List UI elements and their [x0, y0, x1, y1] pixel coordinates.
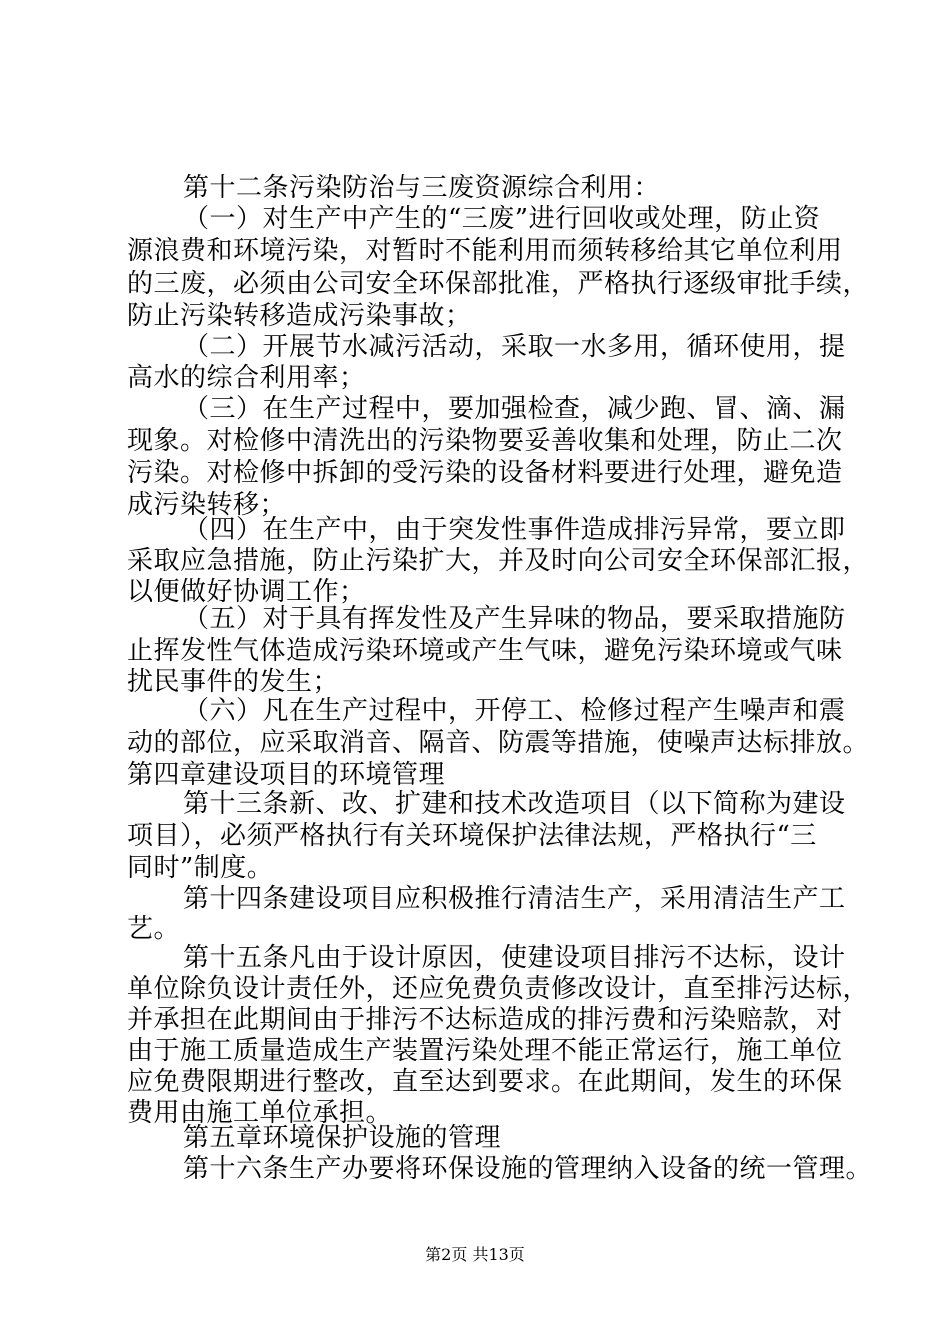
text-line: （四）在生产中，由于突发性事件造成排污异常，要立即	[183, 515, 846, 545]
text-line: 高水的综合利用率；	[127, 363, 366, 393]
section-heading: 第五章环境保护设施的管理	[183, 1123, 502, 1153]
text-line: 项目），必须严格执行有关环境保护法律法规，严格执行“三	[127, 821, 817, 851]
text-line: （五）对于具有挥发性及产生异味的物品，要采取措施防	[183, 604, 846, 634]
text-line: 现象。对检修中清洗出的污染物要妥善收集和处理，防止二次	[127, 426, 843, 456]
text-line: （一）对生产中产生的“三废”进行回收或处理，防止资	[183, 204, 821, 234]
text-line: （二）开展节水减污活动，采取一水多用，循环使用，提	[183, 332, 846, 362]
text-line: （六）凡在生产过程中，开停工、检修过程产生噪声和震	[183, 696, 846, 726]
text-line: （三）在生产过程中，要加强检查，减少跑、冒、滴、漏	[183, 394, 846, 424]
text-line: 防止污染转移造成污染事故；	[127, 301, 472, 331]
text-line: 单位除负设计责任外，还应免费负责修改设计，直至排污达标，	[127, 974, 870, 1004]
text-line: 污染。对检修中拆卸的受污染的设备材料要进行处理，避免造	[127, 458, 843, 488]
text-line: 止挥发性气体造成污染环境或产生气味，避免污染环境或气味	[127, 636, 843, 666]
text-line: 第十六条生产办要将环保设施的管理纳入设备的统一管理。	[183, 1154, 873, 1184]
text-line: 动的部位，应采取消音、隔音、防震等措施，使噪声达标排放。	[127, 728, 870, 758]
page-number: 第2页 共13页	[425, 1245, 525, 1264]
text-line: 第十三条新、改、扩建和技术改造项目（以下简称为建设	[183, 789, 846, 819]
text-line: 采取应急措施，防止污染扩大，并及时向公司安全环保部汇报，	[127, 546, 870, 576]
text-line: 成污染转移；	[127, 490, 287, 520]
text-line: 艺。	[127, 914, 181, 944]
text-line: 源浪费和环境污染，对暂时不能利用而须转移给其它单位利用	[127, 236, 843, 266]
text-line: 由于施工质量造成生产装置污染处理不能正常运行，施工单位	[127, 1036, 843, 1066]
text-line: 第十二条污染防治与三废资源综合利用：	[183, 173, 661, 203]
text-line: 第十五条凡由于设计原因，使建设项目排污不达标，设计	[183, 943, 846, 973]
text-line: 同时”制度。	[127, 853, 274, 883]
text-line: 第十四条建设项目应积极推行清洁生产，采用清洁生产工	[183, 884, 846, 914]
text-line: 并承担在此期间由于排污不达标造成的排污费和污染赔款，对	[127, 1005, 843, 1035]
text-line: 应免费限期进行整改，直至达到要求。在此期间，发生的环保	[127, 1067, 843, 1097]
section-heading: 第四章建设项目的环境管理	[127, 760, 446, 790]
text-line: 费用由施工单位承担。	[127, 1098, 393, 1128]
text-line: 以便做好协调工作；	[127, 577, 366, 607]
text-line: 的三废，必须由公司安全环保部批准，严格执行逐级审批手续，	[127, 269, 870, 299]
text-line: 扰民事件的发生；	[127, 667, 340, 697]
